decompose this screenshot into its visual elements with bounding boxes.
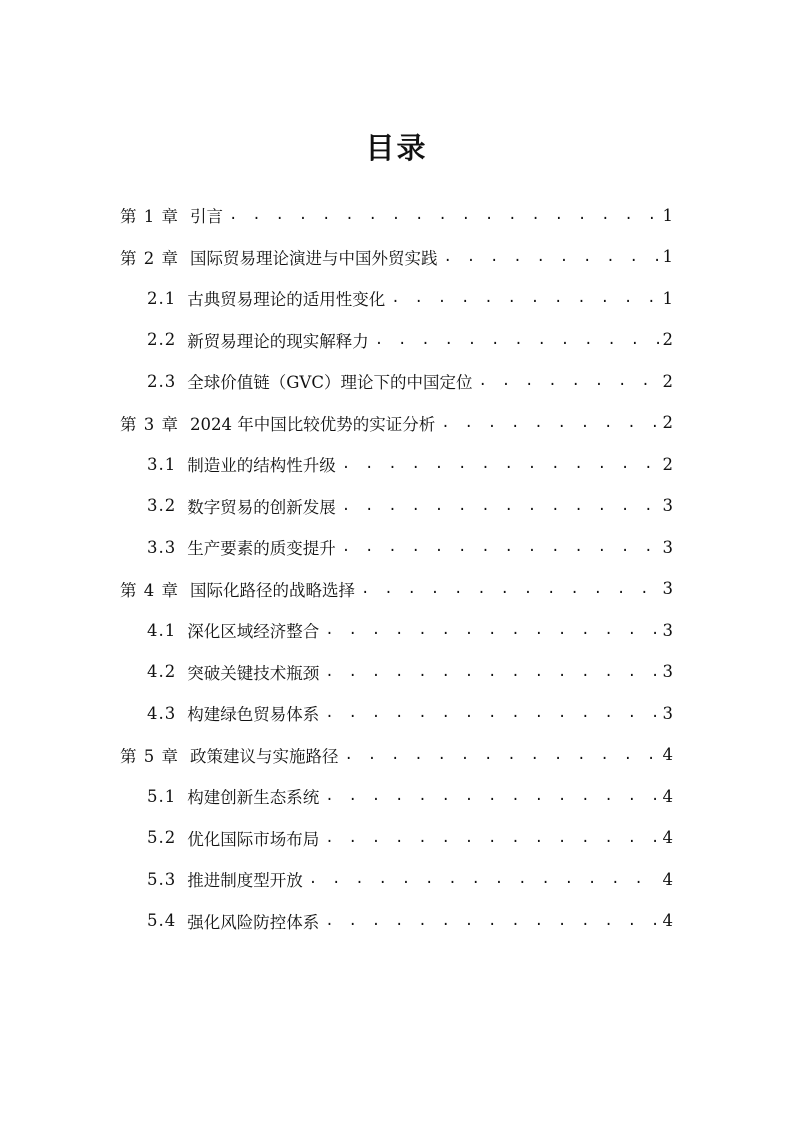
toc-entry-number: 3.2 — [147, 496, 177, 515]
toc-entry-page: 3 — [662, 620, 673, 640]
toc-entry-title: 生产要素的质变提升 — [187, 539, 336, 558]
toc-entry-page: 2 — [662, 454, 673, 474]
toc-entry-title: 国际化路径的战略选择 — [190, 580, 355, 600]
toc-entry-number: 2.2 — [147, 330, 177, 349]
dot-leader — [478, 373, 659, 389]
toc-entry-page: 2 — [662, 413, 673, 432]
toc-entry-page: 4 — [662, 745, 673, 764]
toc-entry-title: 古典贸易理论的适用性变化 — [187, 290, 386, 309]
toc-entry-page: 3 — [662, 496, 673, 515]
toc-entry-section-3-3[interactable] — [147, 527, 673, 567]
toc-entry-number: 5.3 — [147, 869, 177, 889]
toc-entry-title: 制造业的结构性升级 — [187, 456, 336, 475]
toc-entry-chapter-3[interactable] — [120, 403, 673, 443]
toc-entry-page: 2 — [662, 371, 673, 391]
dot-leader — [309, 871, 660, 887]
toc-entry-number: 3.3 — [147, 537, 177, 557]
toc-entry-title: 优化国际市场布局 — [187, 829, 320, 849]
dot-leader — [342, 498, 660, 514]
toc-entry-title: 全球价值链（GVC）理论下的中国定位 — [187, 373, 473, 392]
dot-leader — [345, 747, 660, 763]
toc-entry-title: 2024 年中国比较优势的实证分析 — [190, 414, 436, 434]
toc-entry-page: 4 — [662, 911, 673, 930]
dot-leader — [325, 664, 659, 680]
toc-entry-section-2-2[interactable] — [147, 320, 673, 360]
toc-entry-chapter-5[interactable] — [120, 735, 673, 775]
toc-entry-section-3-1[interactable] — [147, 444, 673, 484]
toc-entry-section-5-3[interactable] — [147, 859, 673, 899]
toc-entry-number: 4.2 — [147, 662, 177, 681]
toc-entry-page: 1 — [662, 288, 673, 308]
toc-entry-title: 推进制度型开放 — [187, 871, 303, 890]
dot-leader — [325, 705, 659, 721]
toc-entry-number: 4.3 — [147, 703, 177, 723]
toc-entry-section-5-2[interactable] — [147, 818, 673, 858]
toc-entry-number: 第 1 章 — [120, 207, 179, 226]
toc-entry-number: 2.3 — [147, 371, 177, 391]
toc-entry-chapter-1[interactable] — [120, 195, 673, 235]
dot-leader — [342, 456, 660, 472]
toc-entry-section-4-3[interactable] — [147, 693, 673, 733]
toc-entry-title: 数字贸易的创新发展 — [187, 497, 336, 517]
page-title: 目录 — [365, 131, 428, 165]
toc-entry-title: 国际贸易理论演进与中国外贸实践 — [190, 248, 438, 268]
toc-entry-page: 2 — [662, 330, 673, 349]
toc-entry-chapter-4[interactable] — [120, 569, 673, 609]
dot-leader — [444, 249, 660, 265]
toc-entry-title: 深化区域经济整合 — [187, 622, 320, 641]
dot-leader — [361, 581, 660, 597]
toc-entry-number: 5.1 — [147, 786, 177, 806]
toc-entry-number: 第 5 章 — [120, 746, 179, 766]
toc-entry-number: 5.4 — [147, 911, 177, 930]
toc-entry-section-2-3[interactable] — [147, 361, 673, 401]
toc-entry-section-5-1[interactable] — [147, 776, 673, 816]
dot-leader — [342, 539, 660, 555]
toc-entry-number: 3.1 — [147, 454, 177, 474]
toc-entry-title: 引言 — [190, 207, 223, 226]
toc-entry-number: 第 3 章 — [120, 414, 179, 434]
toc-entry-title: 构建绿色贸易体系 — [187, 705, 320, 724]
toc-entry-number: 4.1 — [147, 620, 177, 640]
toc-entry-page: 3 — [662, 703, 673, 723]
toc-entry-title: 构建创新生态系统 — [187, 788, 320, 807]
toc-entry-number: 2.1 — [147, 288, 177, 308]
toc-entry-chapter-2[interactable] — [120, 237, 673, 277]
toc-entry-number: 5.2 — [147, 828, 177, 847]
dot-leader — [325, 913, 659, 929]
toc-entry-title: 新贸易理论的现实解释力 — [187, 331, 369, 351]
dot-leader — [325, 622, 659, 638]
toc-entry-section-5-4[interactable] — [147, 901, 673, 941]
toc-entry-page: 3 — [662, 662, 673, 681]
toc-entry-page: 1 — [662, 205, 673, 225]
toc-entry-page: 4 — [662, 828, 673, 847]
dot-leader — [229, 207, 660, 223]
toc-entry-section-4-2[interactable] — [147, 652, 673, 692]
toc-entry-title: 强化风险防控体系 — [187, 912, 320, 932]
dot-leader — [325, 788, 659, 804]
toc-entry-page: 3 — [662, 579, 673, 598]
dot-leader — [391, 290, 659, 306]
dot-leader — [375, 332, 660, 348]
toc-entry-title: 政策建议与实施路径 — [190, 746, 339, 766]
toc-entry-number: 第 2 章 — [120, 248, 179, 268]
dot-leader — [441, 415, 659, 431]
toc-entry-title: 突破关键技术瓶颈 — [187, 663, 320, 683]
toc-entry-page: 4 — [662, 869, 673, 889]
toc-entry-page: 4 — [662, 786, 673, 806]
toc-entry-section-4-1[interactable] — [147, 610, 673, 650]
toc-entry-section-3-2[interactable] — [147, 486, 673, 526]
toc-entry-page: 1 — [662, 247, 673, 266]
toc-entry-number: 第 4 章 — [120, 580, 179, 600]
dot-leader — [325, 830, 659, 846]
toc-entry-section-2-1[interactable] — [147, 278, 673, 318]
toc-entry-page: 3 — [662, 537, 673, 557]
